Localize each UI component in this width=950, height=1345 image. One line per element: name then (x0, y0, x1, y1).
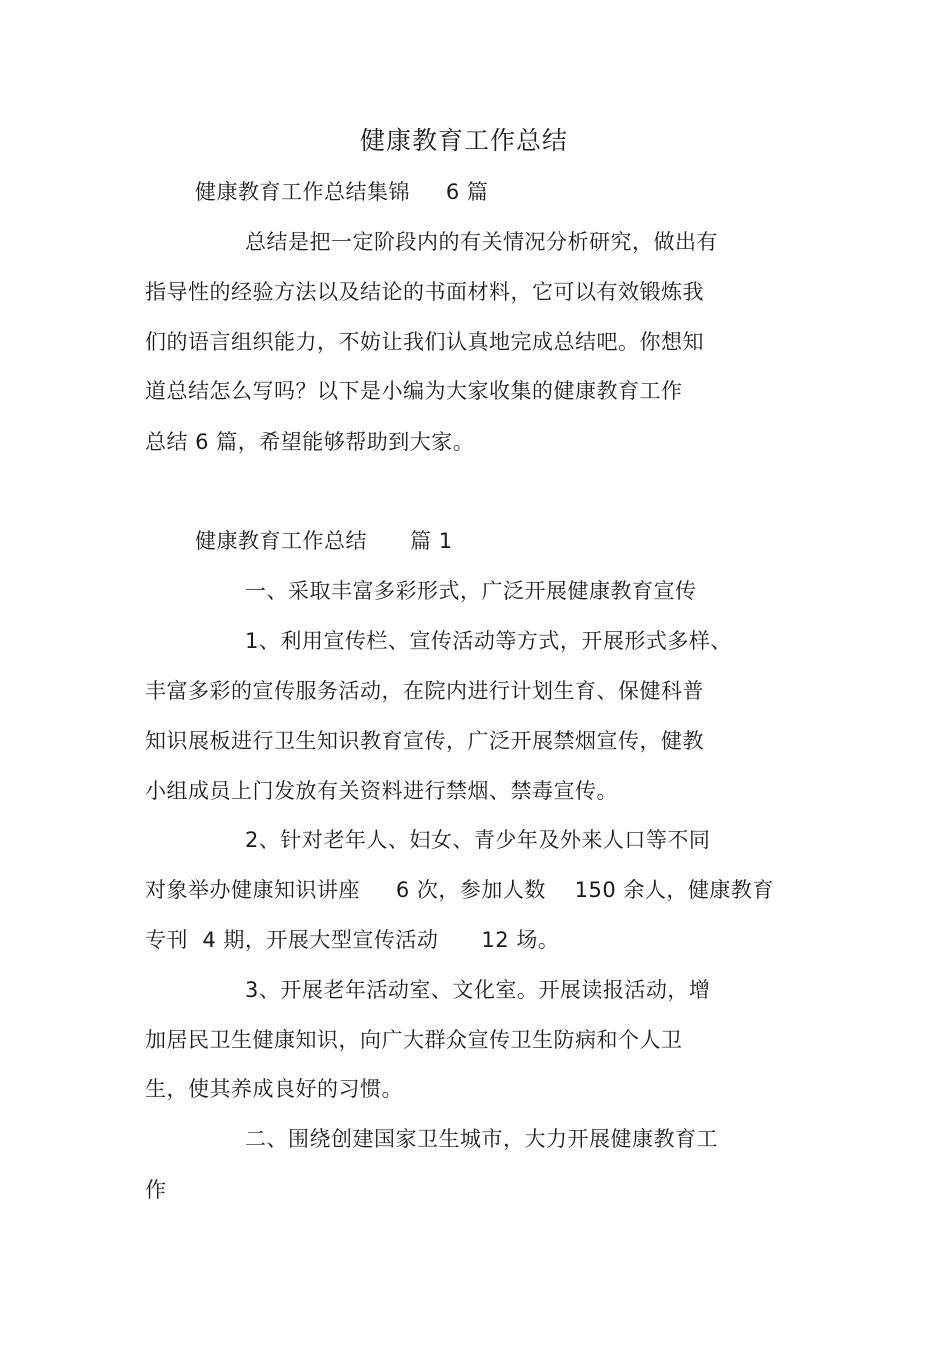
paragraph-line: 专刊 4 期，开展大型宣传活动 12 场。 (145, 928, 560, 952)
paragraph-line: 总结是把一定阶段内的有关情况分析研究，做出有 (245, 230, 718, 254)
paragraph-line: 小组成员上门发放有关资料进行禁烟、禁毒宣传。 (145, 779, 618, 803)
paragraph-line: 指导性的经验方法以及结论的书面材料，它可以有效锻炼我 (145, 280, 704, 304)
paragraph-line: 们的语言组织能力，不妨让我们认真地完成总结吧。你想知 (145, 330, 704, 354)
paragraph-line: 1、利用宣传栏、宣传活动等方式，开展形式多样、 (245, 629, 732, 653)
paragraph-line: 生，使其养成良好的习惯。 (145, 1077, 403, 1101)
document-title: 健康教育工作总结 (360, 126, 569, 155)
paragraph-line: 对象举办健康知识讲座 6 次，参加人数 150 余人，健康教育 (145, 878, 774, 902)
document-subtitle: 健康教育工作总结集锦 6 篇 (195, 180, 489, 204)
paragraph-line: 加居民卫生健康知识，向广大群众宣传卫生防病和个人卫 (145, 1028, 683, 1052)
heading-one: 一、采取丰富多彩形式，广泛开展健康教育宣传 (245, 579, 697, 603)
section-heading: 健康教育工作总结 篇 1 (195, 529, 453, 553)
paragraph-line: 2、针对老年人、妇女、青少年及外来人口等不同 (245, 828, 711, 852)
paragraph-line: 作 (145, 1178, 167, 1202)
paragraph-line: 总结 6 篇，希望能够帮助到大家。 (145, 430, 475, 454)
paragraph-line: 道总结怎么写吗？以下是小编为大家收集的健康教育工作 (145, 379, 683, 403)
paragraph-line: 二、围绕创建国家卫生城市，大力开展健康教育工 (245, 1127, 718, 1151)
paragraph-line: 丰富多彩的宣传服务活动，在院内进行计划生育、保健科普 (145, 679, 704, 703)
paragraph-line: 知识展板进行卫生知识教育宣传，广泛开展禁烟宣传，健教 (145, 729, 704, 753)
paragraph-line: 3、开展老年活动室、文化室。开展读报活动，增 (245, 978, 711, 1002)
